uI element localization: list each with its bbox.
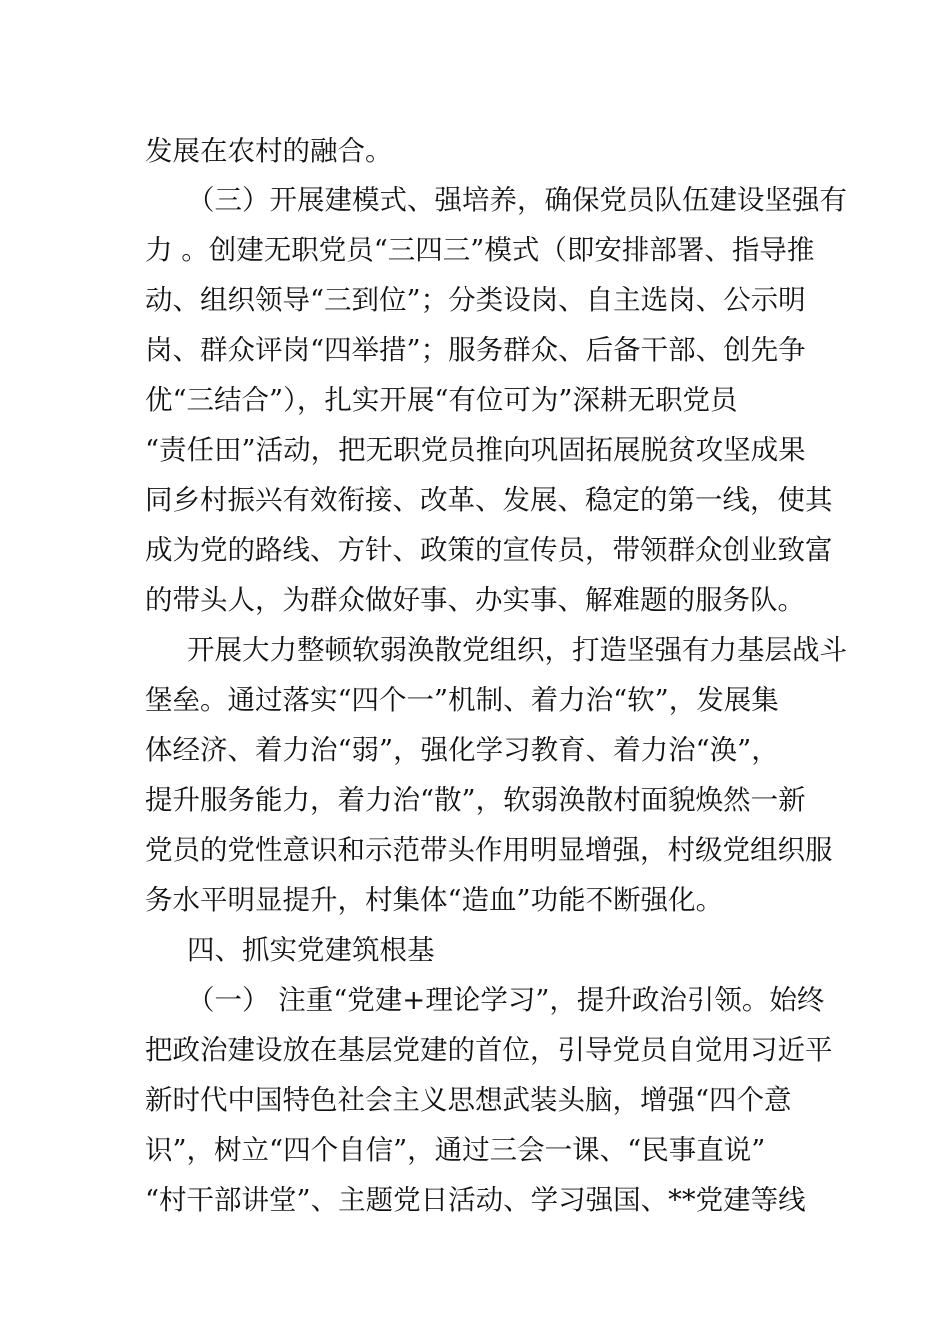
text-line: 党员的党性意识和示范带头作用明显增强，村级党组织服: [145, 834, 833, 866]
text-line: 提升服务能力，着力治“散”，软弱涣散村面貌焕然一新: [145, 784, 806, 816]
text-line: （三）开展建模式、强培养，确保党员队伍建设坚强有: [187, 184, 847, 216]
text-line: “村干部讲堂”、主题党日活动、学习强国、**党建等线: [145, 1184, 806, 1216]
text-line: 动、组织领导“三到位”；分类设岗、自主选岗、公示明: [145, 284, 806, 316]
text-line: 力 。创建无职党员“三四三”模式（即安排部署、指导推: [145, 234, 815, 266]
text-line: 的带头人，为群众做好事、办实事、解难题的服务队。: [145, 584, 805, 616]
text-line: 岗、群众评岗“四举措”；服务群众、后备干部、创先争: [145, 334, 806, 366]
text-line: 识”，树立“四个自信”，通过三会一课、“民事直说”: [145, 1134, 766, 1166]
text-line: 同乡村振兴有效衔接、改革、发展、稳定的第一线，使其: [145, 484, 833, 516]
text-line: 体经济、着力治“弱”，强化学习教育、着力治“涣”，: [145, 734, 779, 766]
text-line: 优“三结合”），扎实开展“有位可为”深耕无职党员: [145, 384, 738, 416]
text-line: 堡垒。通过落实“四个一”机制、着力治“软”，发展集: [145, 684, 779, 716]
text-line: （一） 注重“党建+理论学习”，提升政治引领。始终: [187, 984, 825, 1016]
text-line: 成为党的路线、方针、政策的宣传员，带领群众创业致富: [145, 534, 833, 566]
text-line: “责任田”活动，把无职党员推向巩固拓展脱贫攻坚成果: [145, 434, 806, 466]
text-line: 发展在农村的融合。: [145, 135, 393, 167]
text-line: 新时代中国特色社会主义思想武装头脑，增强“四个意: [145, 1084, 792, 1116]
section-heading: 四、抓实党建筑根基: [187, 934, 435, 966]
text-line: 务水平明显提升，村集体“造血”功能不断强化。: [145, 884, 724, 916]
text-line: 开展大力整顿软弱涣散党组织，打造坚强有力基层战斗: [187, 634, 847, 666]
text-line: 把政治建设放在基层党建的首位，引导党员自觉用习近平: [145, 1034, 833, 1066]
